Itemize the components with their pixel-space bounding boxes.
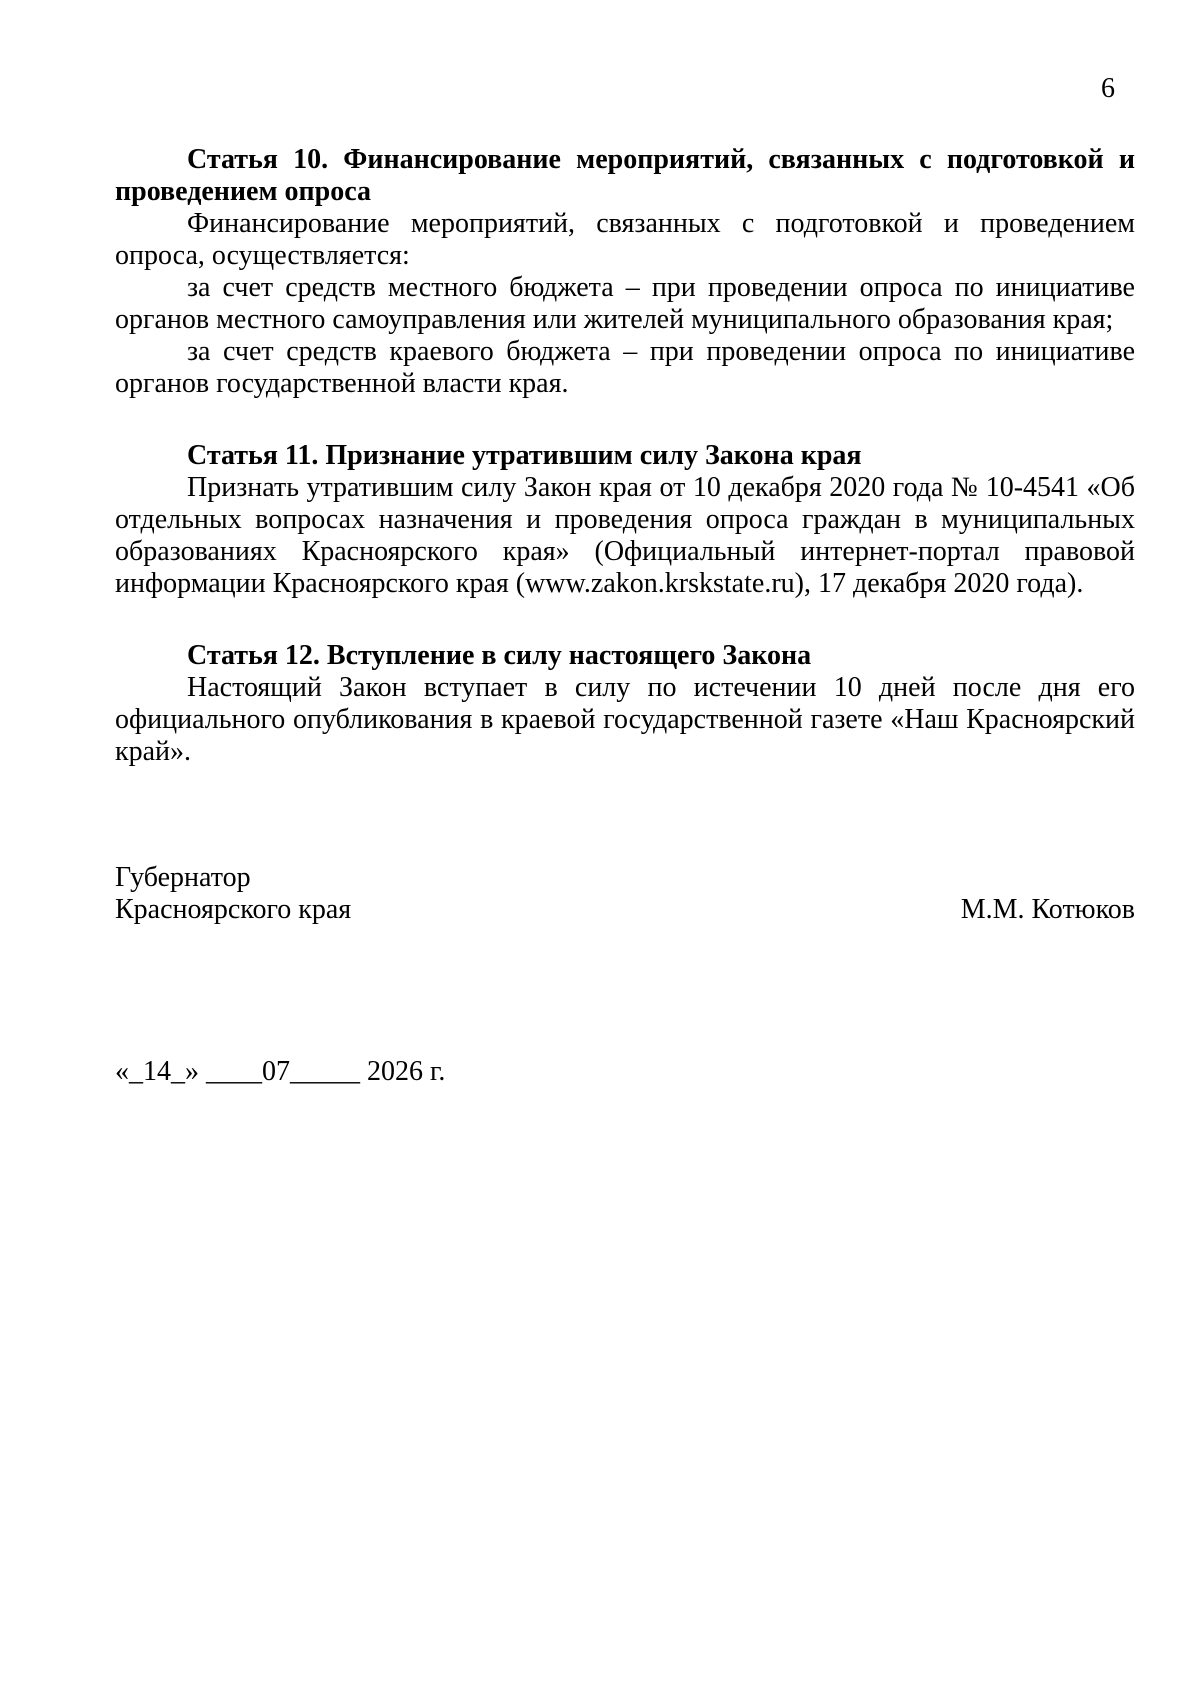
signatory-region: Красноярского края — [115, 894, 352, 925]
document-body — [115, 144, 1135, 808]
article-paragraph: Настоящий Закон вступает в силу по истечении 10 дней после дня его официального опубликования в краевой государственной газете «Наш Красноярский край». — [115, 672, 1135, 767]
article-title: Статья 10. Финансирование мероприятий, связанных с подготовкой и проведением опроса — [115, 144, 1135, 207]
article-title: Статья 12. Вступление в силу настоящего Закона — [187, 640, 812, 671]
signatory-name: М.М. Котюков — [960, 894, 1135, 925]
page-number: 6 — [1101, 73, 1115, 104]
signature-block — [115, 862, 1135, 926]
article-10 — [115, 144, 1135, 400]
article-title: Статья 11. Признание утратившим силу Закона края — [187, 440, 862, 471]
signatory-position: Губернатор — [115, 862, 251, 893]
article-paragraph: за счет средств краевого бюджета – при проведении опроса по инициативе органов государственной власти края. — [115, 336, 1135, 399]
article-paragraph: Финансирование мероприятий, связанных с подготовкой и проведением опроса, осуществляется: — [115, 208, 1135, 271]
article-paragraph: за счет средств местного бюджета – при проведении опроса по инициативе органов местного самоуправления или жителей муниципального образования края; — [115, 272, 1135, 335]
article-paragraph: Признать утратившим силу Закон края от 10 декабря 2020 года № 10-4541 «Об отдельных вопросах назначения и проведения опроса граждан в муниципальных образованиях Красноярского края» (Официальный интернет-портал правовой информации Красноярского края (www.zakon.krskstate.ru), 17 декабря 2020 года). — [115, 472, 1135, 599]
signing-date: «_14_» ____07_____ 2026 г. — [115, 1056, 446, 1087]
article-12 — [115, 640, 1135, 768]
article-11 — [115, 440, 1135, 600]
